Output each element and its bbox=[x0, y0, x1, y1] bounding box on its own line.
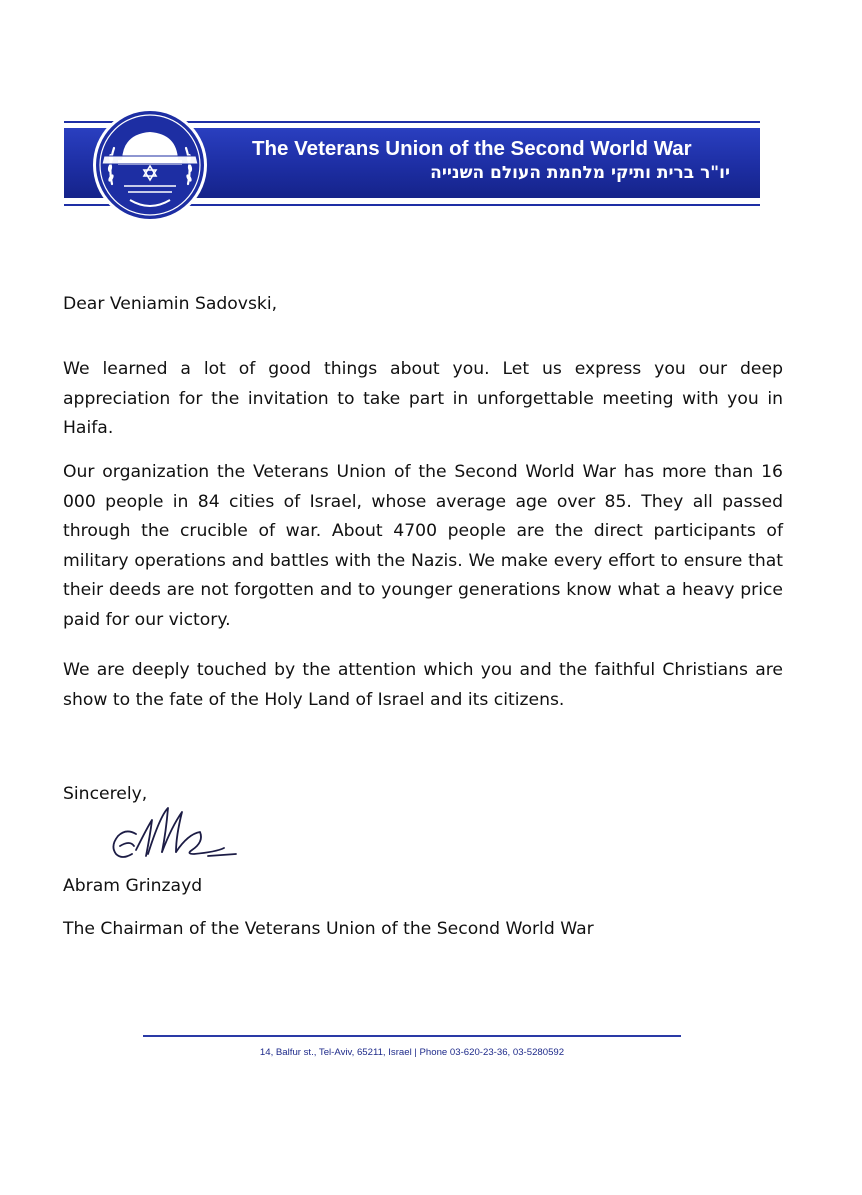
signer-title: The Chairman of the Veterans Union of the Second World War bbox=[63, 919, 594, 939]
letter-greeting: Dear Veniamin Sadovski, bbox=[63, 294, 278, 314]
signer-name: Abram Grinzayd bbox=[63, 876, 203, 896]
org-name-hebrew: יו"ר ברית ותיקי מלחמת העולם השנייה bbox=[430, 163, 730, 183]
emblem-logo bbox=[90, 106, 216, 224]
footer-rule bbox=[143, 1035, 681, 1037]
letter-paragraph-3: We are deeply touched by the attention which you and the faithful Christians are show to the fate of the Holy Land of Israel and its citizens. bbox=[63, 660, 783, 710]
footer-address: 14, Balfur st., Tel-Aviv, 65211, Israel | Phone 03-620-23-36, 03-5280592 bbox=[259, 1047, 565, 1058]
letter-closing: Sincerely, bbox=[63, 784, 148, 804]
handwritten-signature bbox=[106, 796, 256, 868]
letter-paragraph-2: Our organization the Veterans Union of the Second World War has more than 16 000 people in 84 cities of Israel, whose average age over 85. They all passed through the crucible of war. About 4700 people are the direct participants of military operations and battles with the Nazis. We make every effort to ensure that their deeds are not forgotten and to younger generations know what a heavy price paid for our victory. bbox=[63, 462, 783, 630]
letter-paragraph-1: We learned a lot of good things about you. Let us express you our deep appreciation for the invitation to take part in unforgettable meeting with you in Haifa. bbox=[63, 359, 783, 438]
org-name-english: The Veterans Union of the Second World War bbox=[252, 137, 692, 160]
